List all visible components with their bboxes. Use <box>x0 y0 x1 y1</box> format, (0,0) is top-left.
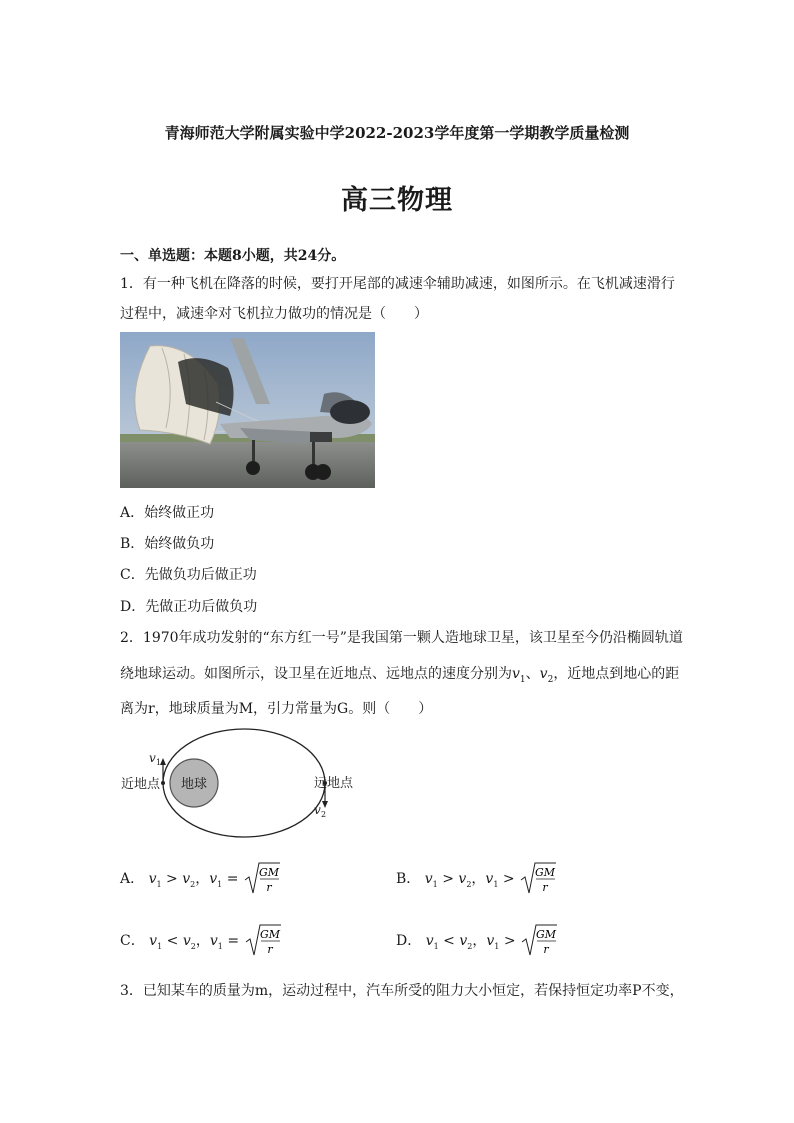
q2-option-a: A． $v_1 > v_2$，$v_1$ = GM r <box>120 860 281 896</box>
svg-text:GM: GM <box>535 866 556 879</box>
svg-text:GM: GM <box>259 928 280 941</box>
perigee-label: 近地点 <box>121 777 161 792</box>
svg-text:r: r <box>543 943 549 956</box>
svg-text:GM: GM <box>535 928 557 941</box>
v2-label: v <box>314 803 321 817</box>
sqrt-formula <box>244 922 282 958</box>
option-letter: B． <box>396 871 421 887</box>
q2-option-c: C． $v_1 < v_2$，$v_1$ = GM r <box>120 922 282 958</box>
svg-text:r: r <box>542 881 548 894</box>
sqrt-formula <box>243 860 281 896</box>
earth-label: 地球 <box>180 777 208 792</box>
v1-label-sub: 1 <box>156 758 162 767</box>
page-title: 高三物理 <box>341 185 453 216</box>
q3-line1: 3．已知某车的质量为m，运动过程中，汽车所受的阻力大小恒定，若保持恒定功率P不变， <box>120 983 684 999</box>
sqrt-formula <box>520 922 558 958</box>
v2-symbol: v <box>539 666 548 682</box>
svg-text:r: r <box>266 943 273 956</box>
section-heading: 一、单选题：本题8小题，共24分。 <box>120 248 346 264</box>
parachute-jet-photo <box>120 332 375 488</box>
q1-line1: 1．有一种飞机在降落的时候，要打开尾部的减速伞辅助减速，如图所示。在飞机减速滑行 <box>120 276 675 292</box>
v2-label-sub: 2 <box>321 810 327 819</box>
q2-option-b: B． $v_1 > v_2$，$v_1$ > GM r <box>396 860 557 896</box>
q2-line2-text-a: 绕地球运动。如图所示，设卫星在近地点、远地点的速度分别为 <box>120 666 512 682</box>
separator: 、 <box>525 666 540 682</box>
orbit-diagram <box>118 728 368 838</box>
q2-line2 <box>120 663 679 685</box>
q2-line3: 离为r，地球质量为M，引力常量为G。则（ ） <box>120 701 433 717</box>
v1-label: v <box>149 751 156 765</box>
option-letter: C． <box>120 933 145 949</box>
sqrt-formula <box>519 860 557 896</box>
option-letter: A． <box>120 871 145 887</box>
q2-line2-text-b: ，近地点到地心的距 <box>553 666 680 682</box>
v1-symbol: v <box>512 666 520 682</box>
svg-text:GM: GM <box>258 866 279 879</box>
q1-line2: 过程中，减速伞对飞机拉力做功的情况是（ ） <box>120 306 428 322</box>
svg-text:r: r <box>266 881 272 894</box>
q2-line1: 2．1970年成功发射的“东方红一号”是我国第一颗人造地球卫星，该卫星至今仍沿椭圆轨道 <box>120 630 683 646</box>
v2-subscript: 2 <box>547 674 554 685</box>
exam-header: 青海师范大学附属实验中学2022-2023学年度第一学期教学质量检测 <box>164 124 630 142</box>
q1-option-a: A．始终做正功 <box>120 505 215 521</box>
v1-subscript: 1 <box>519 674 526 685</box>
apogee-label: 远地点 <box>314 776 354 791</box>
q1-option-b: B．始终做负功 <box>120 536 215 552</box>
q2-option-d: D． $v_1 < v_2$，$v_1$ > GM r <box>396 922 558 958</box>
q1-option-c: C．先做负功后做正功 <box>120 567 257 583</box>
q1-option-d: D．先做正功后做负功 <box>120 599 258 615</box>
option-letter: D． <box>396 933 422 949</box>
